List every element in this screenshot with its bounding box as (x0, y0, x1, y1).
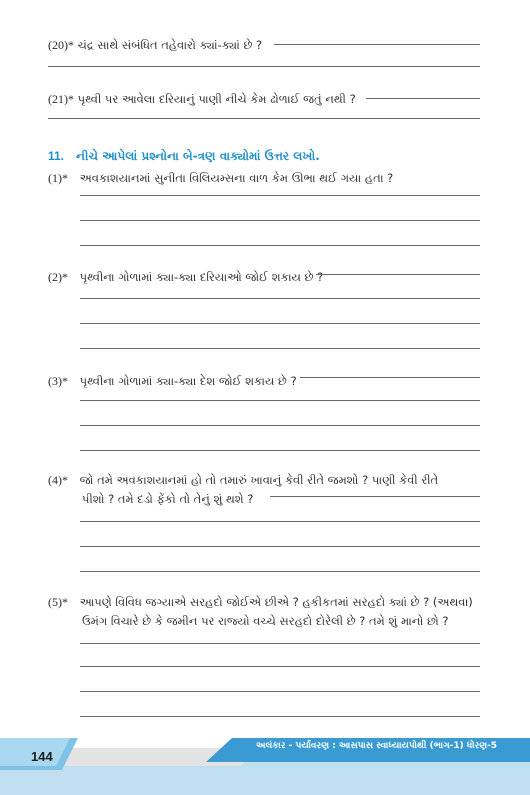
page-number: 144 (31, 749, 53, 764)
question-text-line-2: પીશો ? તમે દડો ફેંકો તો તેનું શું થશે ? (82, 492, 254, 506)
section-number: 11. (48, 149, 65, 163)
question-text: અવકાશયાનમાં સુનીતા વિલિયમ્સના વાળ કેમ ઊભા થઈ ગયા હતા ? (79, 171, 394, 185)
answer-line (80, 245, 480, 246)
answer-line (80, 323, 480, 324)
question-text: ચંદ્ર સાથે સંબંધિત તહેવારો ક્યાં-ક્યાં છે ? (77, 38, 263, 52)
question-number: (4)* (48, 473, 68, 487)
question-text-line-1: આપણે વિવિધ જગ્યાએ સરહદો જોઈએ છીએ ? હકીકતમાં સરહદો ક્યાં છે ? (અથવા) (79, 595, 473, 609)
question-4-continued (82, 492, 253, 506)
question-number: (1)* (48, 171, 68, 185)
question-3 (48, 374, 297, 388)
answer-line (80, 643, 480, 644)
answer-line (48, 118, 480, 119)
answer-line (80, 546, 480, 547)
answer-line (80, 691, 480, 692)
answer-line (80, 298, 480, 299)
question-2 (48, 270, 323, 284)
question-text-line-2: ઉમંગ વિચારે છે કે જમીન પર રાજ્યો વચ્ચે સરહદો દોરેલી છે ? તમે શું માનો છો ? (82, 614, 449, 628)
question-5 (48, 595, 473, 609)
question-1 (48, 171, 393, 185)
answer-line (80, 571, 480, 572)
answer-line (300, 377, 480, 378)
answer-line (48, 66, 480, 67)
answer-line (80, 521, 480, 522)
footer-title: અલંકાર - પર્યાવરણ : આસપાસ સ્વાધ્યાયપોથી (ભાગ-1) ધોરણ-5 (256, 741, 498, 751)
answer-line (80, 666, 480, 667)
question-text: પૃથ્વી પર આવેલા દરિયાનું પાણી નીચે કેમ ઢોળાઈ જતું નથી ? (77, 92, 356, 106)
question-text-line-1: જો તમે અવકાશયાનમાં હો તો તમારું ખાવાનું કેવી રીતે જમશો ? પાણી કેવી રીતે (79, 473, 439, 487)
answer-line (80, 220, 480, 221)
question-5-continued (82, 614, 449, 628)
section-title: નીચે આપેલાં પ્રશ્નોના બે-ત્રણ વાક્યોમાં ઉત્તર લખો. (76, 149, 320, 163)
question-number: (5)* (48, 595, 68, 609)
question-20 (48, 38, 262, 52)
answer-line (80, 425, 480, 426)
answer-line (270, 496, 480, 497)
question-text: પૃથ્વીના ગોળામાં ક્યા-ક્યા દેશ જોઈ શકાય છે ? (79, 374, 297, 388)
answer-line (80, 400, 480, 401)
question-21 (48, 92, 356, 106)
answer-line (80, 195, 480, 196)
question-number: (3)* (48, 374, 68, 388)
answer-line (80, 450, 480, 451)
answer-line (316, 274, 480, 275)
question-text: પૃથ્વીના ગોળામાં ક્યા-ક્યા દરિયાઓ જોઈ શકાય છે ? (79, 270, 324, 284)
answer-line (366, 98, 480, 99)
question-number: (21)* (48, 92, 74, 106)
question-number: (2)* (48, 270, 68, 284)
question-number: (20)* (48, 38, 74, 52)
answer-line (80, 348, 480, 349)
answer-line (274, 44, 480, 45)
section-heading (48, 149, 320, 164)
footer-band (0, 726, 530, 795)
question-4 (48, 473, 438, 487)
answer-line (80, 716, 480, 717)
